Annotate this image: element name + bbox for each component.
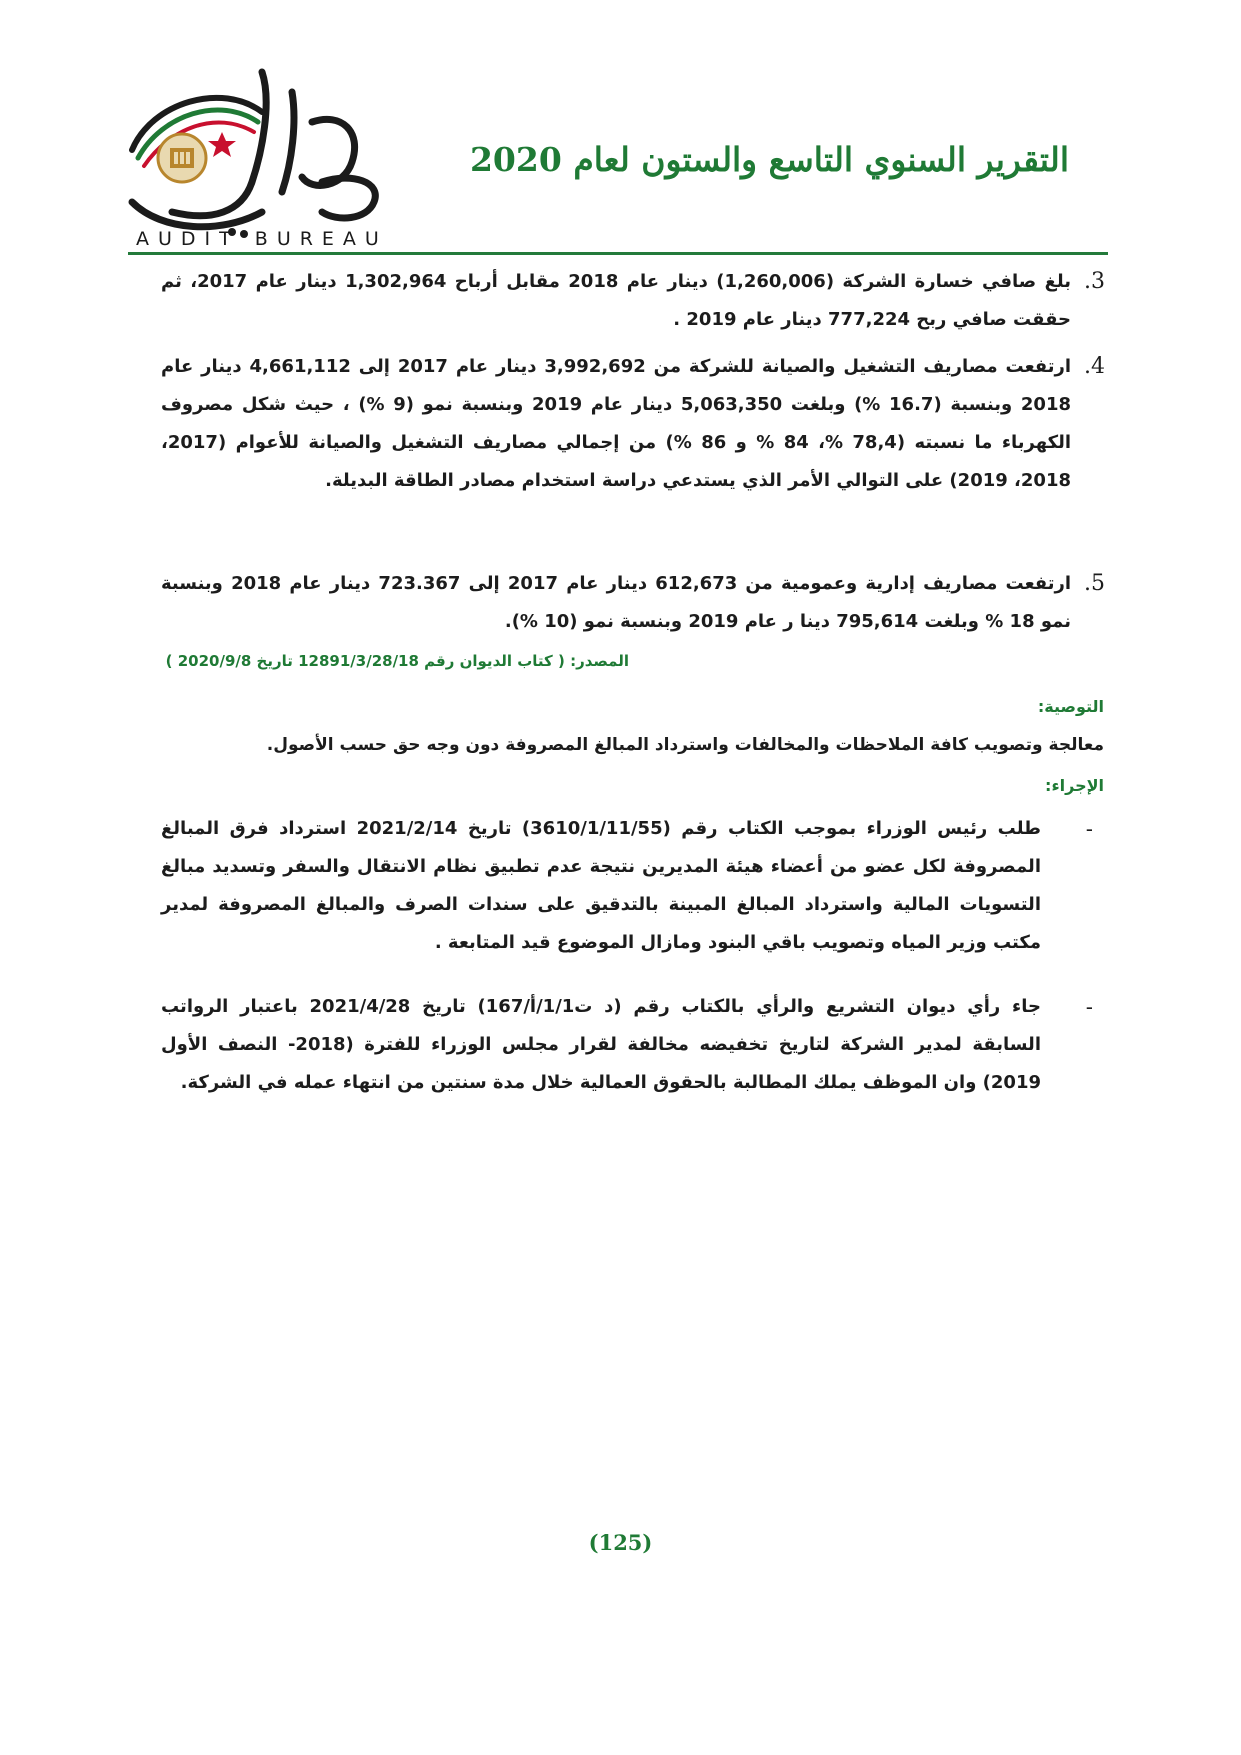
recommendation-text: معالجة وتصويب كافة الملاحظات والمخالفات واسترداد المبالغ المصروفة دون وجه حق حسب الأصول.	[266, 735, 1104, 755]
header-divider	[128, 252, 1108, 255]
list-item	[161, 348, 1105, 500]
page-number: (125)	[588, 1530, 653, 1555]
item-number: 5.	[1084, 571, 1105, 596]
source-reference: المصدر: ( كتاب الديوان رقم 12891/3/28/18 تاريخ 2020/9/8 )	[165, 652, 629, 670]
item-text: ارتفعت مصاريف التشغيل والصيانة للشركة من 3,992,692 دينار عام 2017 إلى 4,661,112 دينار عام 2018 وبنسبة (16.7 %) وبلغت 5,063,350 دينار عام 2019 وبنسبة نمو (9 %) ، حيث شكل مصروف الكهرباء ما نسبته (78,4 %، 84 % و 86 %) من إجمالي مصاريف التشغيل والصيانة للأعوام (2017، 2018، 2019) على التوالي الأمر الذي يستدعي دراسة استخدام مصادر الطاقة البديلة.	[161, 356, 1072, 491]
logo-caption: AUDIT BUREAU	[136, 228, 388, 250]
audit-bureau-logo	[112, 62, 412, 252]
bullet-marker: -	[1085, 817, 1093, 841]
item-text: ارتفعت مصاريف إدارية وعمومية من 612,673 دينار عام 2017 إلى 723.367 دينار عام 2018 وبنسبة نمو 18 % وبلغت 795,614 دينا ر عام 2019 وبنسبة نمو (10 %).	[161, 573, 1071, 632]
list-item	[161, 263, 1105, 339]
bullet-text: جاء رأي ديوان التشريع والرأي بالكتاب رقم (د ت1/1/أ/167) تاريخ 2021/4/28 باعتبار الرواتب السابقة لمدير الشركة لتاريخ تخفيضه مخالفة لقرار مجلس الوزراء للفترة (2018- النصف الأول 2019) وان الموظف يملك المطالبة بالحقوق العمالية خلال مدة سنتين من انتهاء عمله في الشركة.	[161, 996, 1041, 1093]
action-bullet	[161, 988, 1093, 1102]
report-title-year: 2020	[469, 140, 562, 179]
action-heading: الإجراء:	[1045, 776, 1104, 795]
item-text: بلغ صافي خسارة الشركة (1,260,006) دينار عام 2018 مقابل أرباح 1,302,964 دينار عام 2017، ثم حققت صافي ربح 777,224 دينار عام 2019 .	[161, 271, 1071, 330]
action-bullet	[161, 810, 1093, 962]
item-number: 3.	[1084, 269, 1105, 294]
recommendation-heading: التوصية:	[1037, 697, 1104, 716]
report-title-text: التقرير السنوي التاسع والستون لعام	[573, 140, 1069, 179]
list-item	[161, 565, 1105, 641]
item-number: 4.	[1084, 354, 1105, 379]
report-title	[470, 140, 1069, 179]
bullet-text: طلب رئيس الوزراء بموجب الكتاب رقم (3610/1/11/55) تاريخ 2021/2/14 استرداد فرق المبالغ المصروفة لكل عضو من أعضاء هيئة المديرين نتيجة عدم تطبيق نظام الانتقال والسفر وتسديد مبالغ التسويات المالية واسترداد المبالغ المبينة بالتدقيق على سندات الصرف والمبالغ المصروفة لمدير مكتب وزير المياه وتصويب باقي البنود ومازال الموضوع قيد المتابعة .	[161, 818, 1042, 953]
audit-bureau-emblem-icon	[112, 62, 412, 252]
bullet-marker: -	[1085, 995, 1093, 1019]
